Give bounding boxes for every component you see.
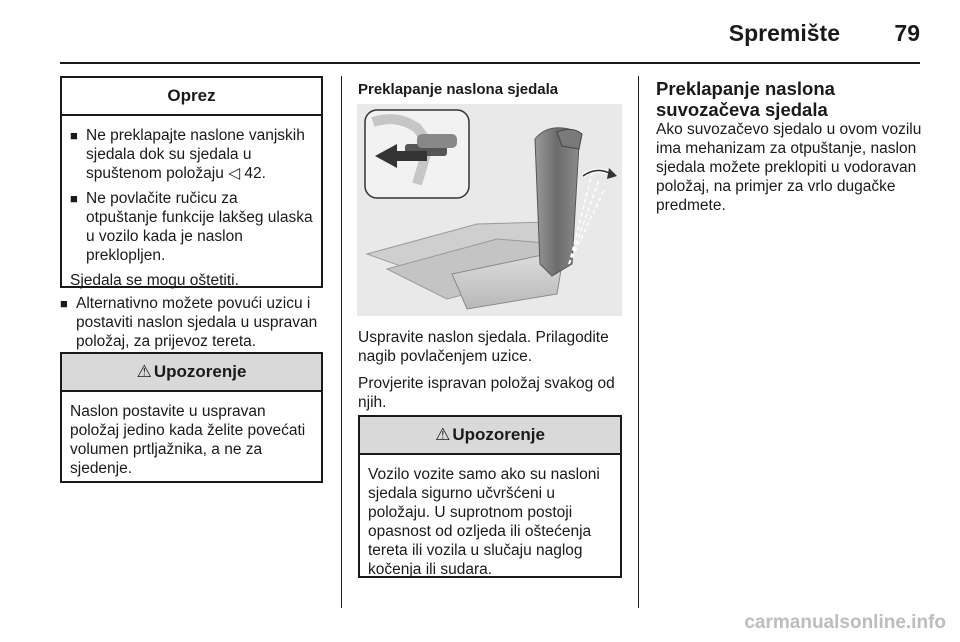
warning-box-2-body: Vozilo vozite samo ako su nasloni sjedala sigurno učvršćeni u položaju. U suprotnom postoji opasnost od ozljeda ili oštećenja tereta ili vozila u slučaju naglog kočenja ili sudara.: [368, 466, 600, 578]
caution-box-title: Oprez: [62, 78, 321, 116]
page-number: 79: [894, 20, 920, 46]
warning-box-1: [60, 352, 323, 483]
right-body: Ako suvozačevo sjedalo u ovom vozilu ima mehanizam za otpuštanje, naslon sjedala možete preklopiti u vodoravan položaj, na primjer za vrlo dugačke predmete.: [656, 121, 922, 214]
column-divider-right: [638, 76, 639, 608]
caution-box: [60, 76, 323, 288]
right-heading-line-1: Preklapanje naslona: [656, 78, 835, 99]
alternative-bullet: ■ Alternativno možete povući uzicu i postaviti naslon sjedala u uspravan položaj, za prijevoz tereta.: [60, 294, 326, 351]
warning-box-2-header: [360, 417, 620, 455]
warning-box-1-title: Upozorenje: [153, 362, 247, 381]
warning-box-1-header: [62, 354, 321, 392]
caution-bullet-2: ■ Ne povlačite ručicu za otpuštanje funkcije lakšeg ulaska u vozilo kada je naslon preklopljen.: [70, 189, 313, 265]
warning-icon: ⚠: [435, 425, 451, 444]
right-heading-line-2: suvozačeva sjedala: [656, 99, 828, 120]
warning-box-1-body: Naslon postavite u uspravan položaj jedino kada želite povećati volumen prtljažnika, a ne za sjedenje.: [70, 403, 306, 477]
page-ref-icon: ◁: [228, 165, 241, 182]
instruction-paragraph-1: Uspravite naslon sjedala. Prilagodite nagib povlačenjem uzice.: [358, 329, 609, 365]
caution-bullet-1: ■ Ne preklapajte naslone vanjskih sjedala dok su sjedala u spuštenom položaju ◁ 42.: [70, 126, 313, 183]
middle-heading-wrap: [358, 80, 628, 99]
caution-footer: Sjedala se mogu oštetiti.: [70, 272, 239, 289]
page-ref-number: 42.: [244, 165, 266, 182]
middle-paragraphs: [358, 328, 628, 420]
section-heading: Preklapanje naslona sjedala: [358, 81, 559, 98]
warning-box-2-title: Upozorenje: [452, 425, 545, 444]
watermark: carmanualsonline.info: [744, 612, 946, 633]
warning-icon: ⚠: [136, 362, 152, 381]
header-divider: [60, 62, 920, 64]
warning-box-2: [358, 415, 622, 578]
seat-illustration: [357, 104, 622, 316]
page-section-title: Spremište: [728, 20, 840, 46]
column-divider-left: [341, 76, 342, 608]
instruction-paragraph-2: Provjerite ispravan položaj svakog od njih.: [358, 375, 615, 411]
left-column-text: [60, 294, 326, 357]
right-column-text: [656, 78, 931, 223]
